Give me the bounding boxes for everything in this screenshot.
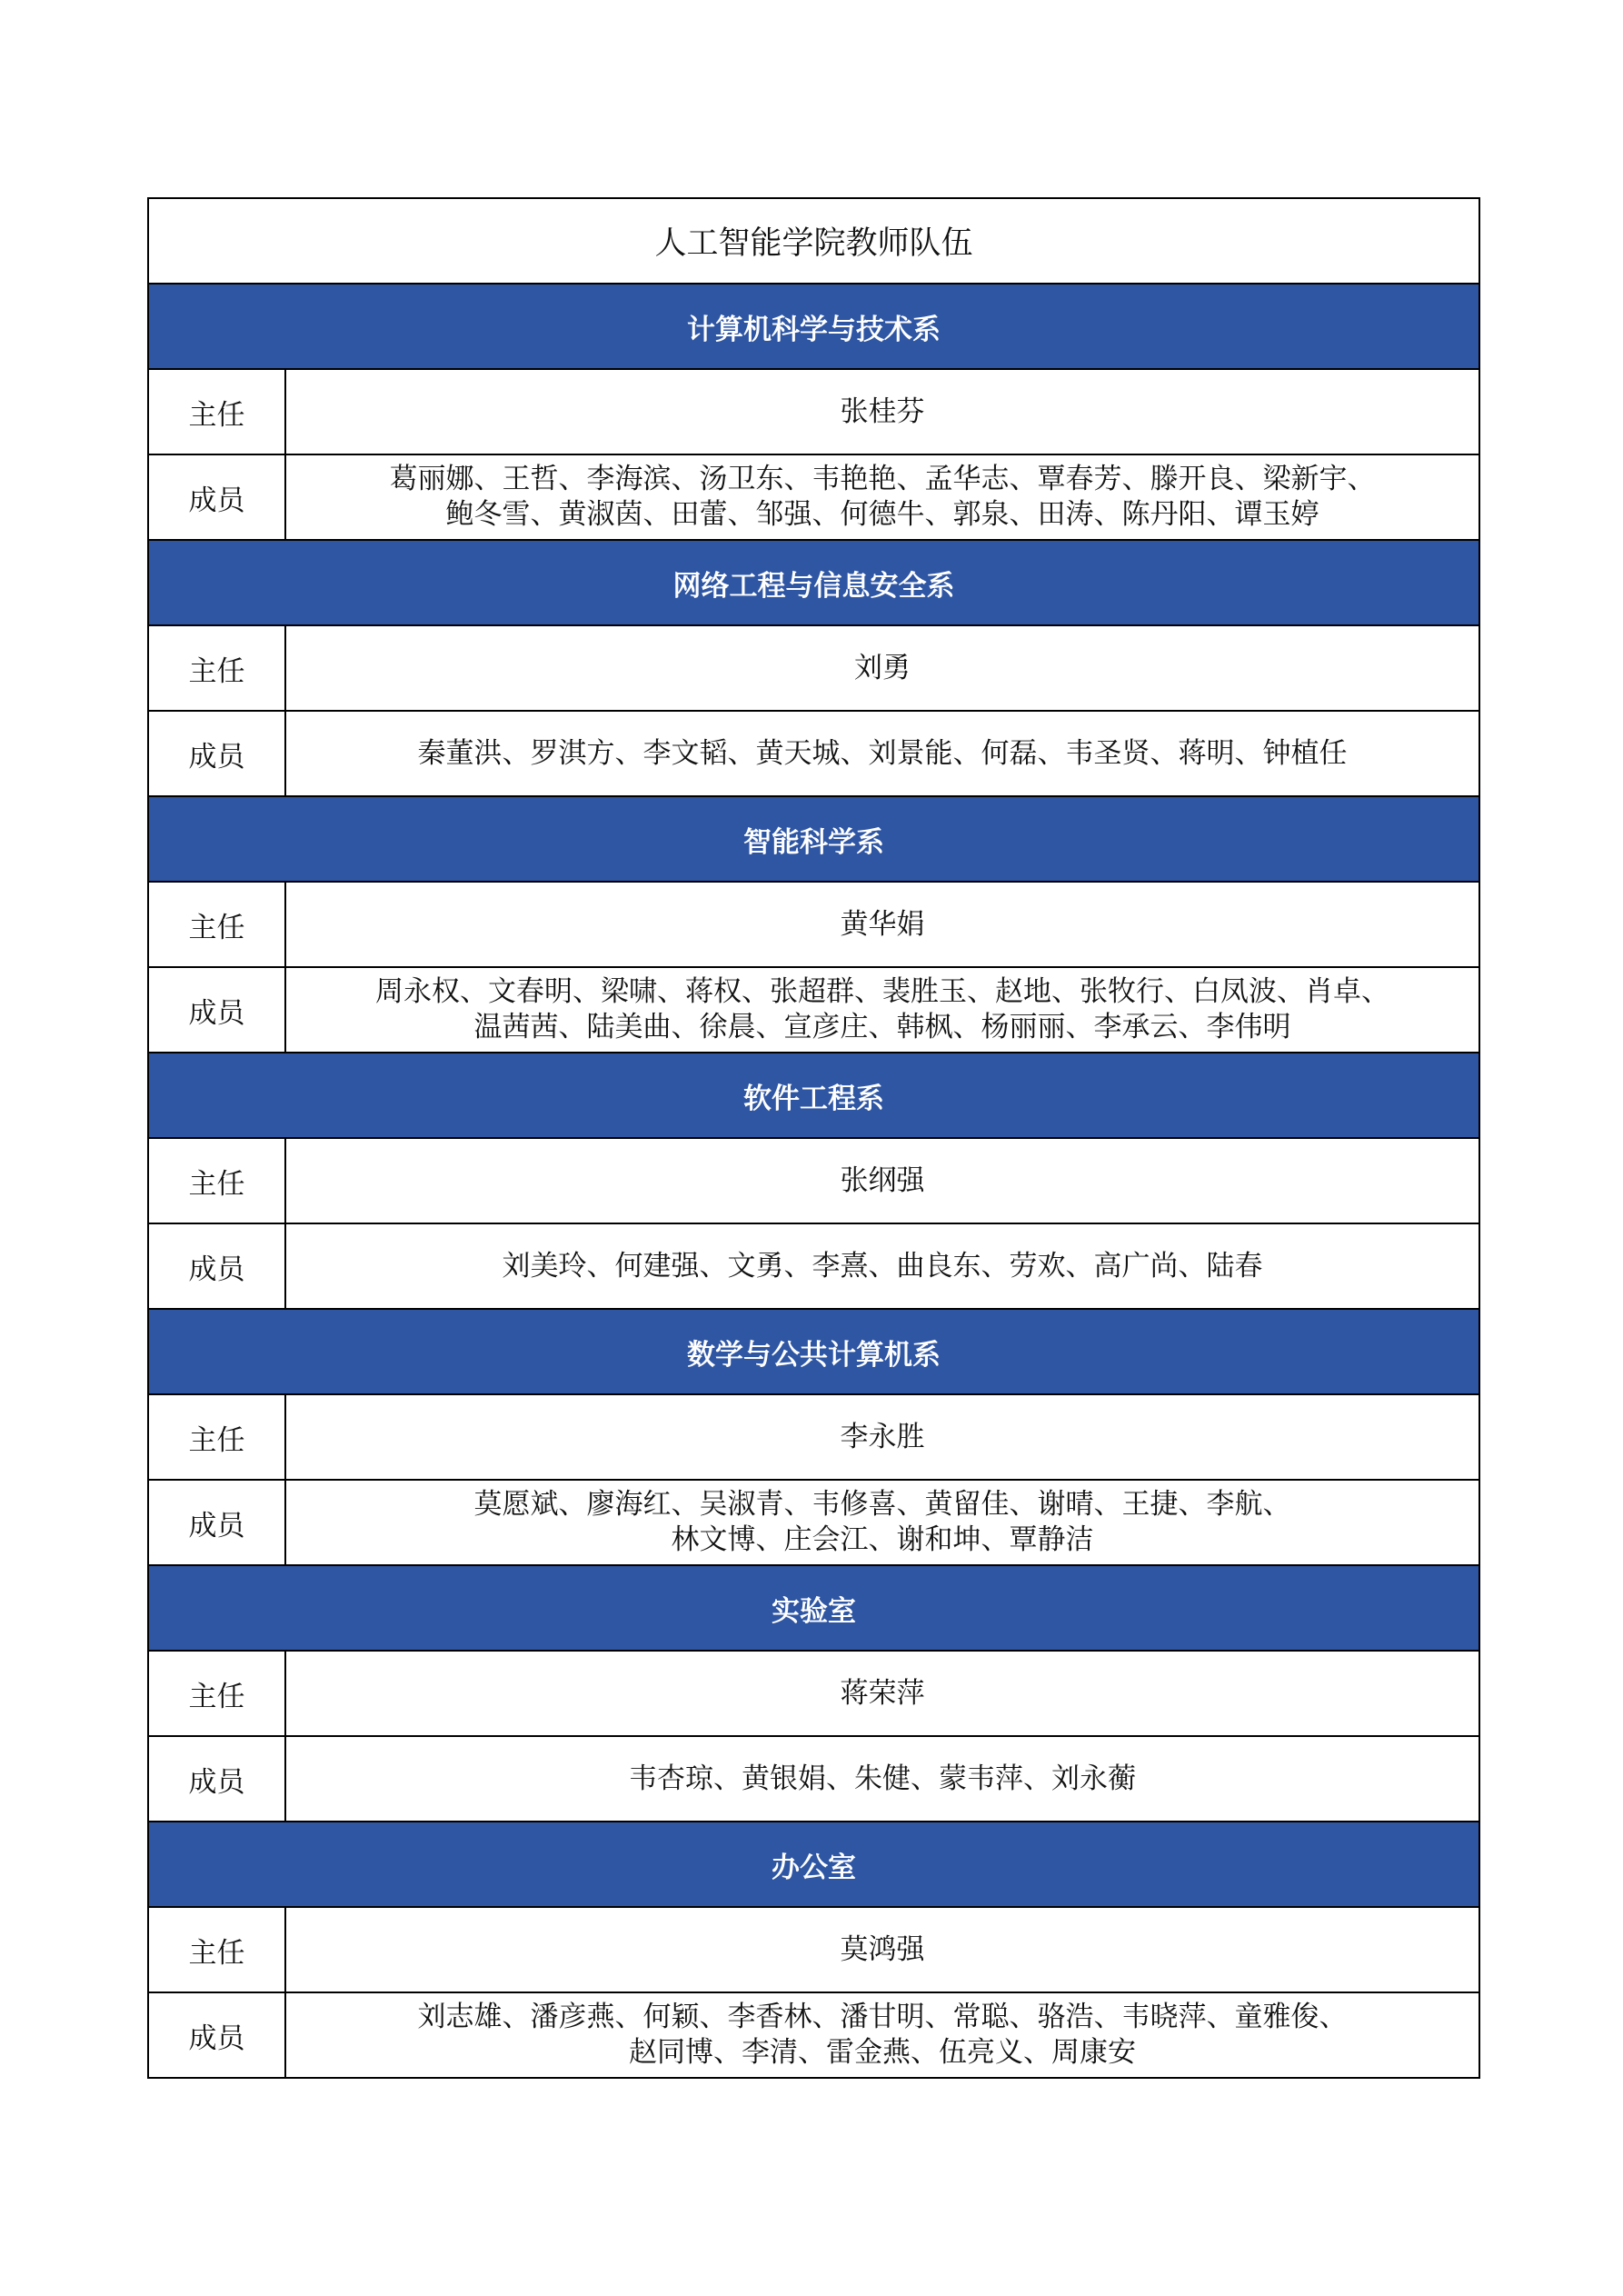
title-row [148,198,1479,284]
members-list [285,967,1479,1053]
department-header: 软件工程系 [148,1053,1479,1138]
members-line: 葛丽娜、王哲、李海滨、汤卫东、韦艳艳、孟华志、覃春芳、滕开良、梁新宇、 [389,463,1376,495]
members-line: 秦董洪、罗淇方、李文韬、黄天城、刘景能、何磊、韦圣贤、蒋明、钟植任 [417,736,1348,770]
director-row [148,369,1479,454]
members-line: 周永权、文春明、梁啸、蒋权、张超群、裴胜玉、赵地、张牧行、白凤波、肖卓、 [375,975,1389,1008]
members-label: 成员 [148,711,285,796]
director-row [148,1651,1479,1736]
members-line: 林文博、庄会江、谢和坤、覃静洁 [671,1523,1094,1556]
director-label: 主任 [148,1138,285,1223]
members-row [148,454,1479,540]
director-row [148,1394,1479,1480]
members-label: 成员 [148,1480,285,1565]
department-header-row [148,284,1479,369]
department-header-row [148,540,1479,625]
department-header: 智能科学系 [148,796,1479,882]
director-name: 张纲强 [285,1138,1479,1223]
department-header: 计算机科学与技术系 [148,284,1479,369]
director-name: 蒋荣萍 [285,1651,1479,1736]
members-line: 刘美玲、何建强、文勇、李熹、曲良东、劳欢、高广尚、陆春 [502,1249,1263,1283]
members-list [285,1480,1479,1565]
members-row [148,1480,1479,1565]
members-row [148,967,1479,1053]
faculty-roster-table [147,197,1480,2079]
department-header: 实验室 [148,1565,1479,1651]
members-list [285,1223,1479,1309]
director-label: 主任 [148,1907,285,1992]
director-row [148,625,1479,711]
director-row [148,1138,1479,1223]
members-label: 成员 [148,967,285,1053]
director-label: 主任 [148,1651,285,1736]
members-list [285,1992,1479,2078]
director-label: 主任 [148,1394,285,1480]
department-header-row [148,1309,1479,1394]
director-name: 张桂芬 [285,369,1479,454]
director-label: 主任 [148,882,285,967]
department-header: 网络工程与信息安全系 [148,540,1479,625]
department-header-row [148,796,1479,882]
members-list [285,454,1479,540]
director-name: 黄华娟 [285,882,1479,967]
members-row [148,1736,1479,1822]
members-line: 韦杏琼、黄银娟、朱健、蒙韦萍、刘永蘅 [629,1762,1136,1795]
department-header-row [148,1053,1479,1138]
director-name: 莫鸿强 [285,1907,1479,1992]
members-row [148,1223,1479,1309]
department-header-row [148,1565,1479,1651]
members-list [285,1736,1479,1822]
department-header: 办公室 [148,1822,1479,1907]
members-label: 成员 [148,1223,285,1309]
members-label: 成员 [148,454,285,540]
members-line: 温茜茜、陆美曲、徐晨、宣彦庄、韩枫、杨丽丽、李承云、李伟明 [473,1011,1291,1043]
members-label: 成员 [148,1992,285,2078]
director-label: 主任 [148,369,285,454]
members-label: 成员 [148,1736,285,1822]
table-title: 人工智能学院教师队伍 [148,198,1479,284]
members-row [148,711,1479,796]
members-list [285,711,1479,796]
director-name: 刘勇 [285,625,1479,711]
director-row [148,1907,1479,1992]
department-header: 数学与公共计算机系 [148,1309,1479,1394]
members-line: 鲍冬雪、黄淑茵、田蕾、邹强、何德牛、郭泉、田涛、陈丹阳、谭玉婷 [445,498,1319,531]
members-line: 刘志雄、潘彦燕、何颖、李香林、潘甘明、常聪、骆浩、韦晓萍、童雅俊、 [417,2001,1348,2033]
department-header-row [148,1822,1479,1907]
director-row [148,882,1479,967]
members-line: 莫愿斌、廖海红、吴淑青、韦修喜、黄留佳、谢晴、王捷、李航、 [473,1488,1291,1521]
director-name: 李永胜 [285,1394,1479,1480]
director-label: 主任 [148,625,285,711]
members-line: 赵同博、李清、雷金燕、伍亮义、周康安 [629,2036,1136,2069]
members-row [148,1992,1479,2078]
